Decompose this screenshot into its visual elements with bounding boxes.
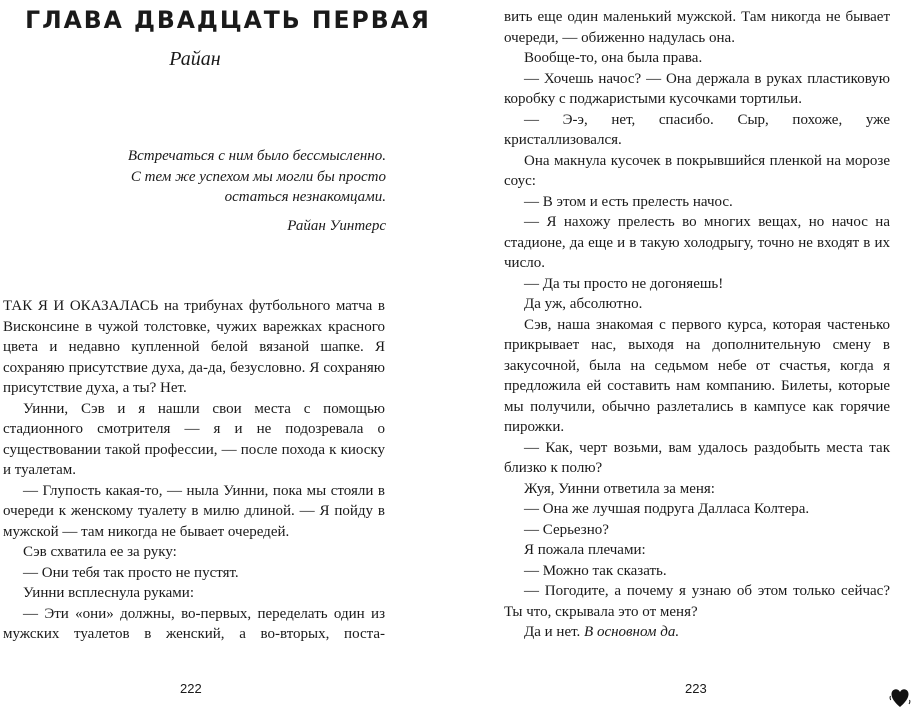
paragraph: — В этом и есть прелесть начос. [524,193,733,210]
epigraph-line: остаться незнакомцами. [224,189,386,205]
paragraph: — Они тебя так просто не пустят. [23,564,239,581]
paragraph: — Как, черт возьми, вам удалось раздобыть места так близко к полю? [504,439,890,476]
epigraph-line: Встречаться с ним было бессмысленно. [127,148,386,164]
paragraph: — Хочешь начос? — Она держала в руках пластиковую коробку с поджаристыми кусочками тортильи. [504,70,890,107]
right-body-text [504,7,890,643]
epigraph-line: С тем же успехом мы могли бы просто [130,168,386,185]
paragraph: Вообще-то, она была права. [524,50,703,66]
right-page [456,0,912,719]
paragraph: — Я нахожу прелесть во многих вещах, но начос на стадионе, да еще и в такую холодрыгу, точно не входят в их число. [504,214,890,271]
paragraph: Уинни, Сэв и я нашли свои места с помощью стадионного смотрителя — я и не подозревала о существовании такой профессии, — после похода к киоску и туалетам. [3,400,385,478]
epigraph [66,146,386,236]
left-body-text [3,296,385,645]
page-number: 223 [685,681,707,696]
paragraph: — Эти «они» должны, во-первых, переделать один из мужских туалетов в женский, а во-вторых, поста- [3,605,385,642]
paragraph: Сэв схватила ее за руку: [23,544,177,560]
paragraph: вить еще один маленький мужской. Там никогда не бывает очереди, — обиженно надулась она. [504,9,890,46]
paragraph: Да уж, абсолютно. [524,296,643,312]
paragraph [3,296,385,399]
paragraph [504,622,890,643]
paragraph: — Глупость какая-то, — ныла Уинни, пока мы стояли в очереди к женскому туалету в милю длиной. — Я пойду в мужской — там никогда не бывает очередей. [3,482,385,540]
paragraph-text: Да и нет. [524,624,585,640]
chapter-title: ГЛАВА ДВАДЦАТЬ ПЕРВАЯ [25,6,431,34]
paragraph: — Она же лучшая подруга Далласа Колтера. [524,501,810,517]
paragraph: Она макнула кусочек в покрывшийся пленкой на морозе соус: [504,152,890,189]
paragraph: Сэв, наша знакомая с первого курса, которая частенько прикрывает нас, выходя на дополнительную смену в закусочной, была на седьмом небе от счастья, когда я предложила ей составить нам компанию. Билеты, которые мы получили, обычно разлетались в кампусе как горячие пирожки. [504,316,890,435]
lead-in: ТАК Я И ОКАЗАЛАСЬ [3,298,159,314]
paragraph: — Э-э, нет, спасибо. Сыр, похоже, уже кристаллизовался. [504,111,890,148]
paragraph: Я пожала плечами: [524,542,646,558]
paragraph-text: на трибунах футбольного матча в Висконсине в чужой толстовке, чужих варежках красного цвета и недавно купленной белой вязаной шапке. Я сохраняю присутствие духа, да-да, безусловно. Я сохраняю присутствие духа, а ты? Нет. [3,298,385,396]
paragraph: Жуя, Уинни ответила за меня: [524,480,715,497]
paragraph: — Можно так сказать. [524,562,667,579]
chapter-subtitle: Райан [169,48,221,70]
heart-icon [889,686,911,710]
paragraph: — Да ты просто не догоняешь! [524,275,724,292]
paragraph: — Серьезно? [524,521,609,538]
epigraph-attribution: Райан Уинтерс [287,217,386,234]
italic-text: В основном да. [584,624,680,640]
page-number: 222 [180,681,202,696]
paragraph: Уинни всплеснула руками: [23,585,194,601]
paragraph: — Погодите, а почему я узнаю об этом только сейчас? Ты что, скрывала это от меня? [504,583,890,620]
